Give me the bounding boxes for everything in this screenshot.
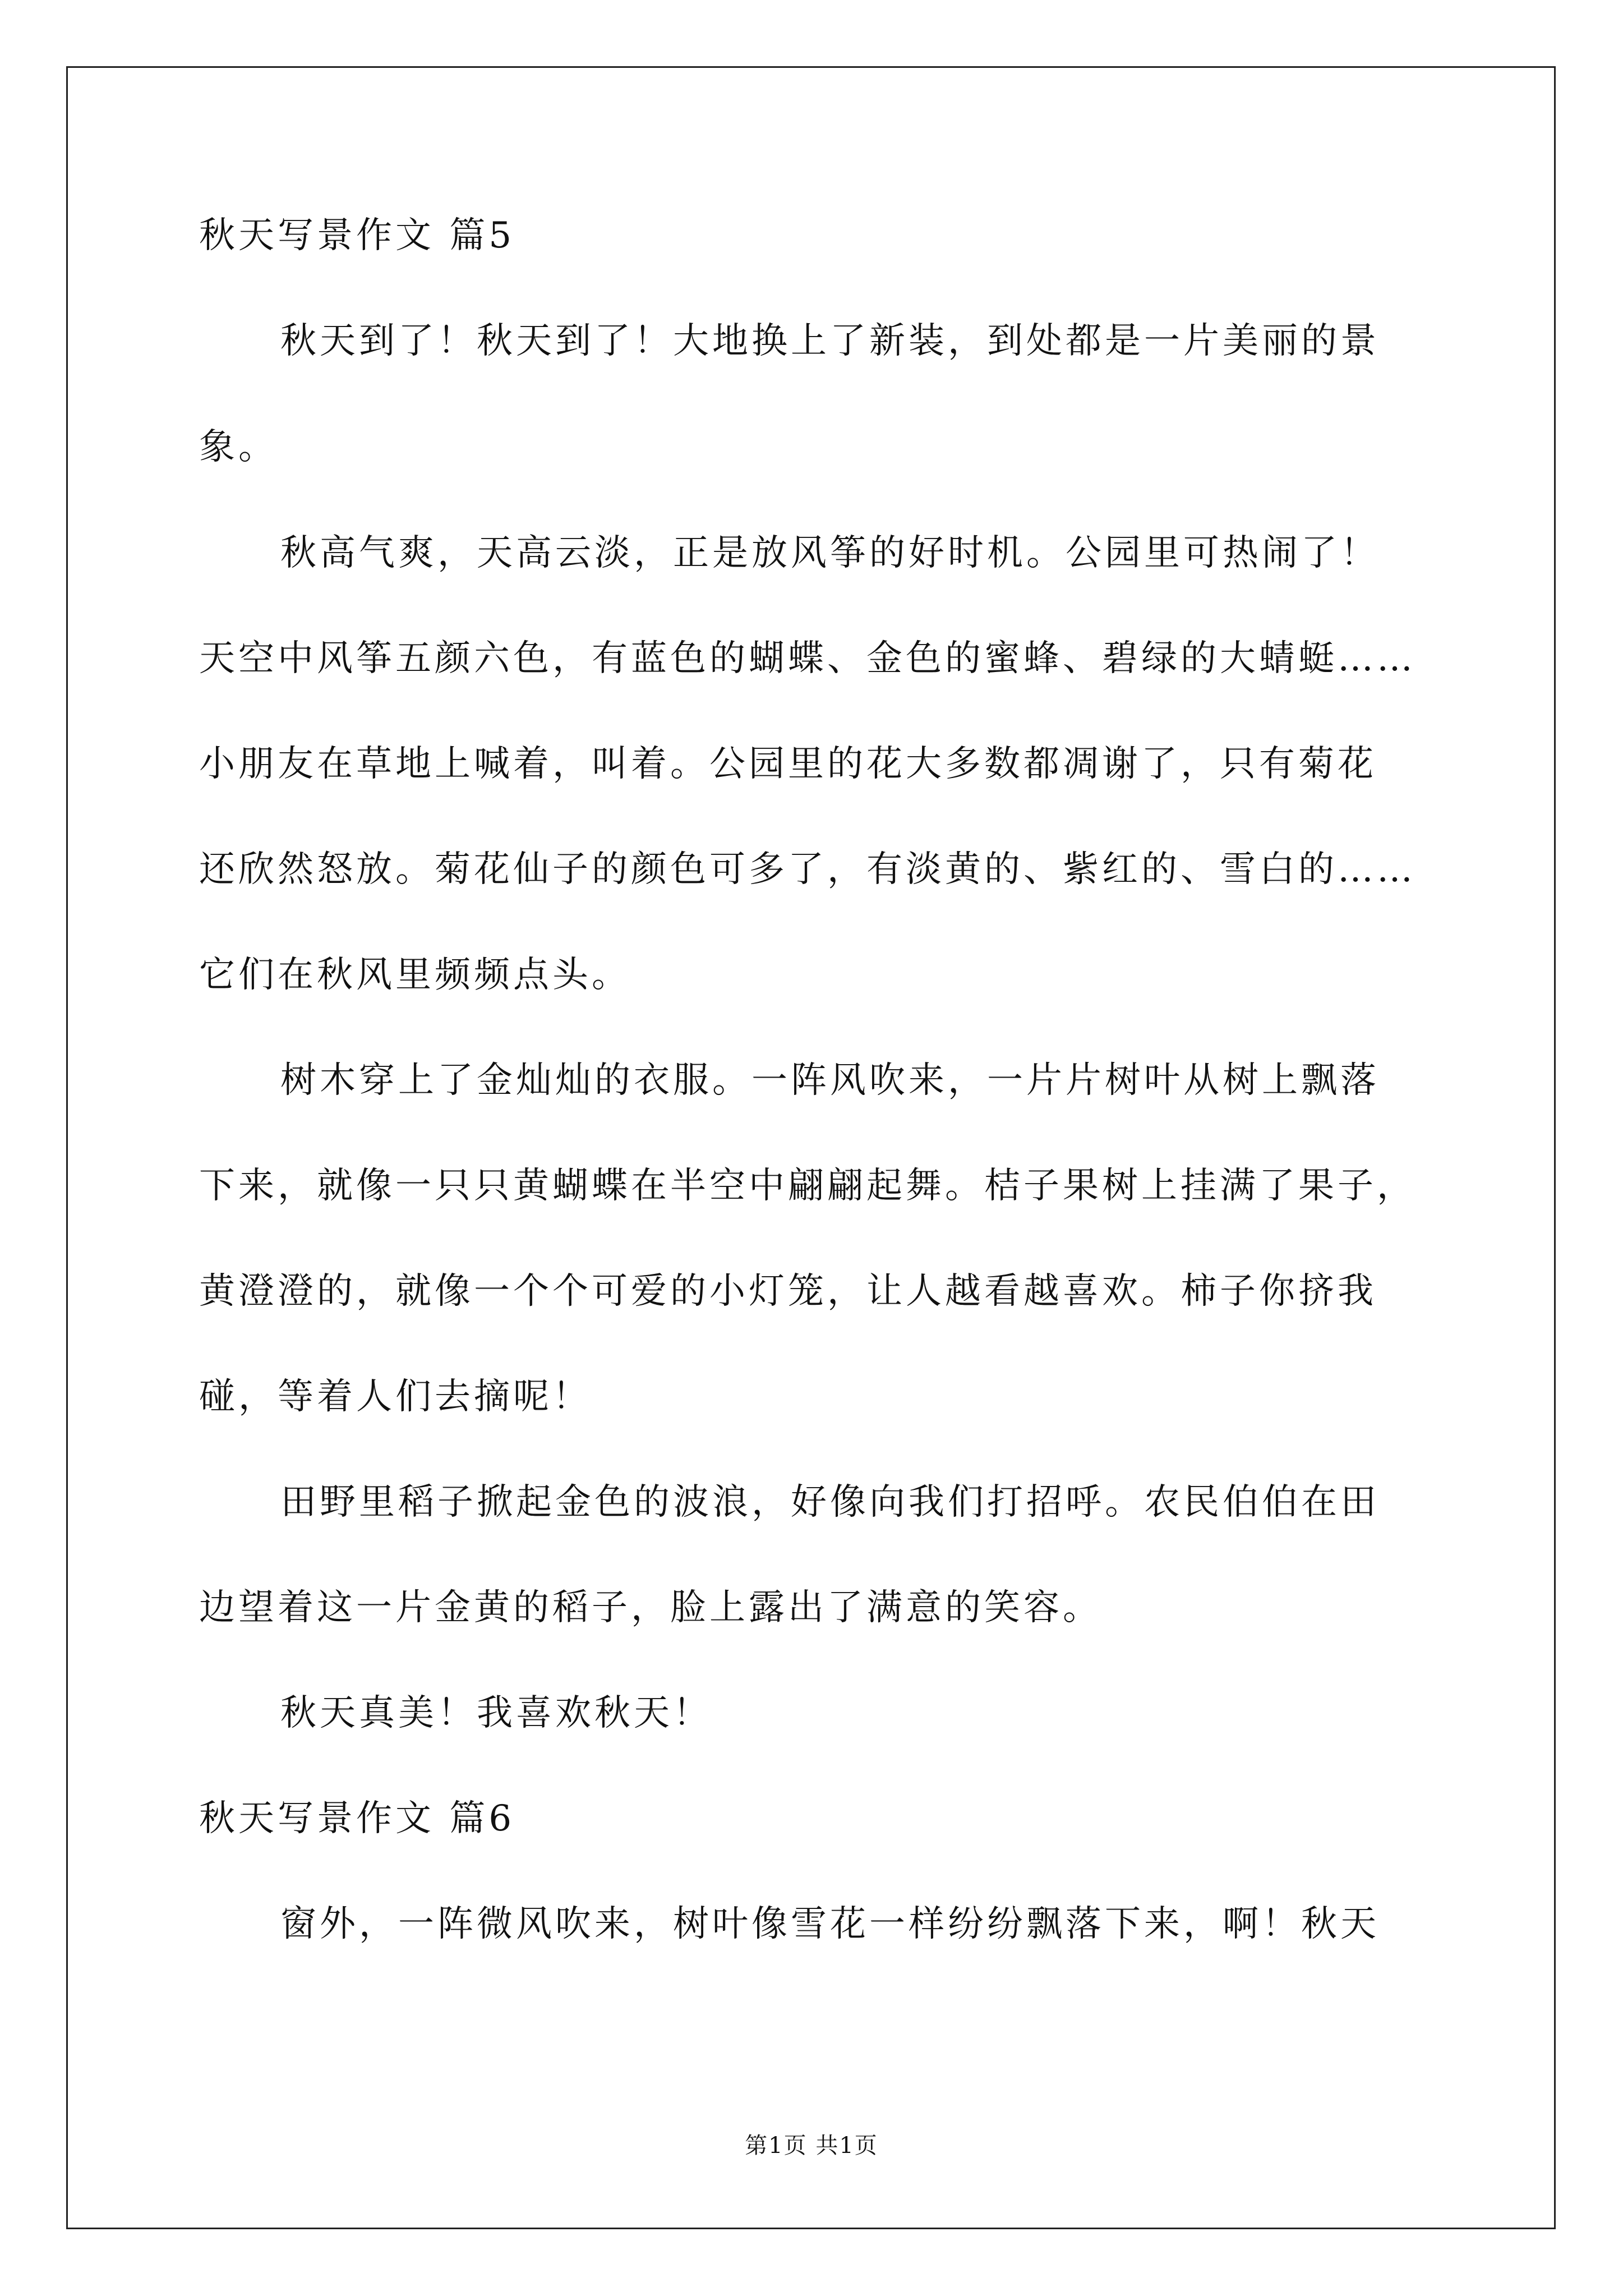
- page-footer: 第1页 共1页: [745, 2133, 878, 2159]
- paragraph-line: 它们在秋风里频频点头。: [199, 954, 631, 996]
- paragraph-line: 窗外，一阵微风吹来，树叶像雪花一样纷纷飘落下来，啊！秋天: [280, 1903, 1380, 1945]
- paragraph-line: 碰，等着人们去摘呢！: [199, 1376, 592, 1418]
- paragraph-line: 田野里稻子掀起金色的波浪，好像向我们打招呼。农民伯伯在田: [280, 1481, 1380, 1523]
- paragraph-line: 天空中风筝五颜六色，有蓝色的蝴蝶、金色的蜜蜂、碧绿的大蜻蜓……: [199, 638, 1416, 679]
- paragraph-line: 象。: [199, 426, 278, 468]
- paragraph-line: 树木穿上了金灿灿的衣服。一阵风吹来，一片片树叶从树上飘落: [280, 1060, 1380, 1101]
- paragraph-line: 小朋友在草地上喊着，叫着。公园里的花大多数都凋谢了，只有菊花: [199, 743, 1377, 785]
- paragraph-line: 秋天真美！我喜欢秋天！: [280, 1692, 712, 1734]
- paragraph-line: 黄澄澄的，就像一个个可爱的小灯笼，让人越看越喜欢。柿子你挤我: [199, 1271, 1377, 1312]
- section-heading: 秋天写景作文 篇5: [199, 215, 515, 256]
- paragraph-line: 边望着这一片金黄的稻子，脸上露出了满意的笑容。: [199, 1587, 1102, 1628]
- paragraph-line: 还欣然怒放。菊花仙子的颜色可多了，有淡黄的、紫红的、雪白的……: [199, 849, 1416, 890]
- paragraph-line: 秋天到了！秋天到了！大地换上了新装，到处都是一片美丽的景: [280, 320, 1380, 362]
- section-heading: 秋天写景作文 篇6: [199, 1798, 515, 1839]
- paragraph-line: 秋高气爽，天高云淡，正是放风筝的好时机。公园里可热闹了！: [280, 532, 1380, 574]
- paragraph-line: 下来，就像一只只黄蝴蝶在半空中翩翩起舞。桔子果树上挂满了果子，: [199, 1165, 1416, 1207]
